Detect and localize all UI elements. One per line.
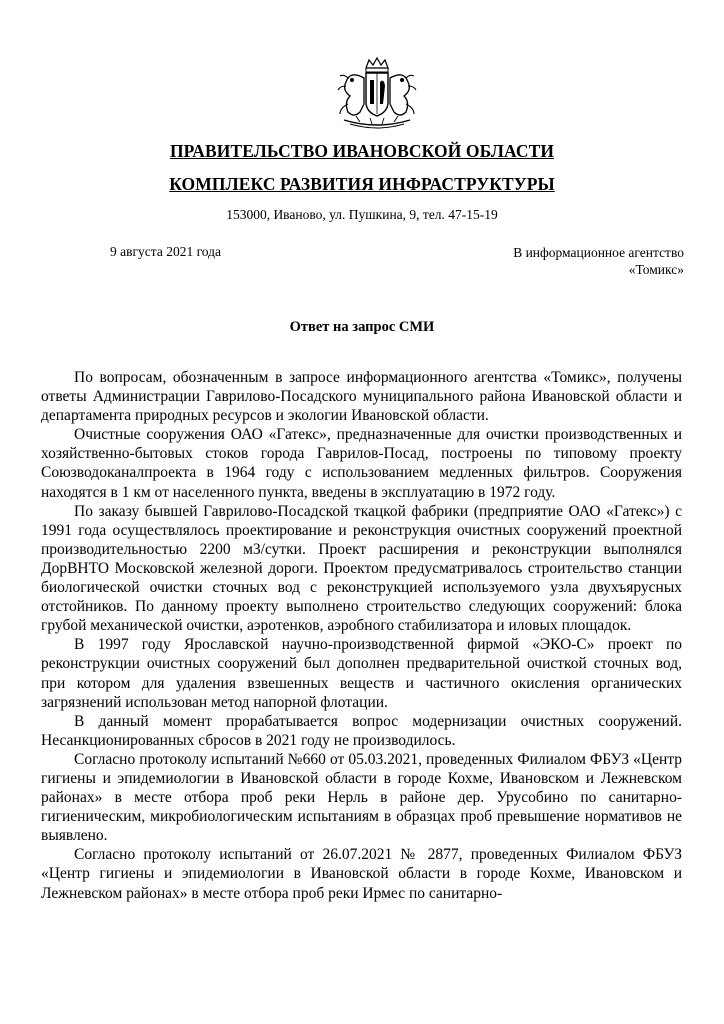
body-paragraph: По вопросам, обозначенным в запросе информационного агентства «Томикс», получены ответы Администрации Гаврилово-Посадского муниципального района Ивановской области и департамента природных ресурсов и экологии Ивановской области. [41,369,682,425]
government-title: ПРАВИТЕЛЬСТВО ИВАНОВСКОЙ ОБЛАСТИ [169,141,555,161]
body-paragraph: Согласно протоколу испытаний №660 от 05.03.2021, проведенных Филиалом ФБУЗ «Центр гигиены и эпидемиологии в Ивановской области в городе Кохме, Ивановском и Лежневском районах» в месте отбора проб реки Нерль в районе дер. Урусобино по санитарно-гигиеническим, микробиологическим испытаниям в образцах проб превышение нормативов не выявлено. [41,750,682,845]
body-paragraph: Согласно протоколу испытаний от 26.07.2021 № 2877, проведенных Филиалом ФБУЗ «Центр гигиены и эпидемиологии в Ивановской области в городе Кохме, Ивановском и Лежневском районах» в месте отбора проб реки Ирмес по санитарно- [41,846,682,902]
document-body [41,368,682,903]
document-date: 9 августа 2021 года [110,244,221,259]
coat-of-arms-icon [330,56,424,132]
recipient-line: В информационное агентство [513,245,684,260]
body-paragraph: В 1997 году Ярославской научно-производственной фирмой «ЭКО-С» проект по реконструкции очистных сооружений был дополнен предварительной очисткой сточных вод, при котором для удаления взвешенных веществ и частичного окисления органических загрязнений использован метод напорной флотации. [41,636,682,711]
body-paragraph: По заказу бывшей Гаврилово-Посадской ткацкой фабрики (предприятие ОАО «Гатекс») с 1991 года осуществлялось проектирование и реконструкция очистных сооружений проектной производительностью 2200 м3/сутки. Проект расширения и реконструкции выполнялся ДорВНТО Московской железной дороги. Проектом предусматривалось строительство станции биологической очистки сточных вод с реконструкцией используемого узла двухъярусных отстойников. По данному проекту выполнено строительство следующих сооружений: блока грубой механической очистки, аэротенков, аэробного стабилизатора и иловых площадок. [41,502,682,635]
body-paragraph: Очистные сооружения ОАО «Гатекс», предназначенные для очистки производственных и хозяйственно-бытовых стоков города Гаврилов-Посад, построены по типовому проекту Союзводоканалпроекта в 1964 году с использованием медленных фильтров. Сооружения находятся в 1 км от населенного пункта, введены в эксплуатацию в 1972 году. [41,426,682,501]
department-title: КОМПЛЕКС РАЗВИТИЯ ИНФРАСТРУКТУРЫ [169,174,555,194]
address-line: 153000, Иваново, ул. Пушкина, 9, тел. 47-15-19 [226,207,498,222]
body-paragraph: В данный момент прорабатывается вопрос модернизации очистных сооружений. Несанкционированных сбросов в 2021 году не производилось. [41,712,682,749]
recipient-block [513,244,684,278]
recipient-line: «Томикс» [628,262,684,277]
document-heading: Ответ на запрос СМИ [289,319,435,335]
